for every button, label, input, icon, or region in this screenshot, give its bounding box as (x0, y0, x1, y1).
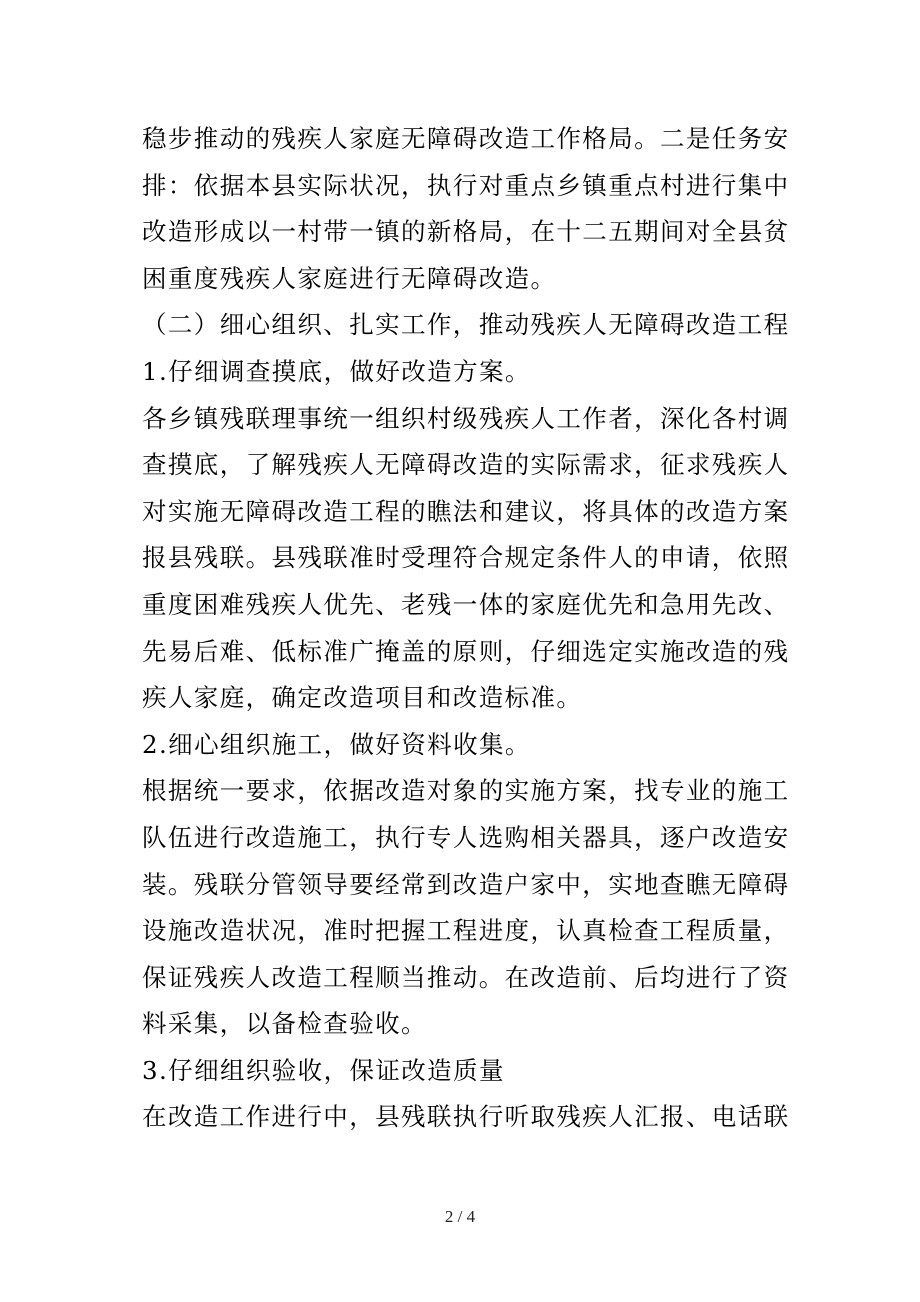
page-number: 2 / 4 (444, 1207, 476, 1226)
text-line: 先易后难、低标准广掩盖的原则，仔细选定实施改造的残 (142, 636, 790, 666)
text-line: 疾人家庭，确定改造项目和改造标准。 (142, 683, 583, 713)
text-line: 重度困难残疾人优先、老残一体的家庭优先和急用先改、 (142, 589, 790, 619)
text-line: 各乡镇残联理事统一组织村级残疾人工作者，深化各村调 (142, 403, 790, 433)
text-line: 改造形成以一村带一镇的新格局，在十二五期间对全县贫 (142, 217, 790, 247)
text-line: 装。残联分管领导要经常到改造户家中，实地查瞧无障碍 (142, 869, 790, 899)
text-line: 困重度残疾人家庭进行无障碍改造。 (142, 263, 557, 293)
text-line: 料采集，以备检查验收。 (142, 1009, 427, 1039)
text-line: 队伍进行改造施工，执行专人选购相关器具，逐户改造安 (142, 822, 790, 852)
subsection-heading: 3.仔细组织验收，保证改造质量 (142, 1055, 505, 1085)
text-line: 查摸底，了解残疾人无障碍改造的实际需求，征求残疾人 (142, 450, 790, 480)
text-line: 在改造工作进行中，县残联执行听取残疾人汇报、电话联 (142, 1102, 790, 1132)
text-line: 稳步推动的残疾人家庭无障碍改造工作格局。二是任务安 (142, 124, 790, 153)
text-line: 根据统一要求，依据改造对象的实施方案，找专业的施工 (142, 776, 790, 806)
text-line: 报县残联。县残联准时受理符合规定条件人的申请，依照 (142, 543, 790, 573)
text-line: 保证残疾人改造工程顺当推动。在改造前、后均进行了资 (142, 962, 790, 992)
subsection-heading: 1.仔细调查摸底，做好改造方案。 (142, 356, 531, 386)
section-heading: （二）细心组织、扎实工作，推动残疾人无障碍改造工程 (142, 310, 790, 340)
text-line: 排：依据本县实际状况，执行对重点乡镇重点村进行集中 (142, 170, 790, 200)
document-body (142, 116, 790, 1141)
text-line: 设施改造状况，准时把握工程进度，认真检查工程质量， (142, 916, 790, 946)
text-line: 对实施无障碍改造工程的瞧法和建议，将具体的改造方案 (142, 496, 790, 526)
subsection-heading: 2.细心组织施工，做好资料收集。 (142, 729, 531, 759)
